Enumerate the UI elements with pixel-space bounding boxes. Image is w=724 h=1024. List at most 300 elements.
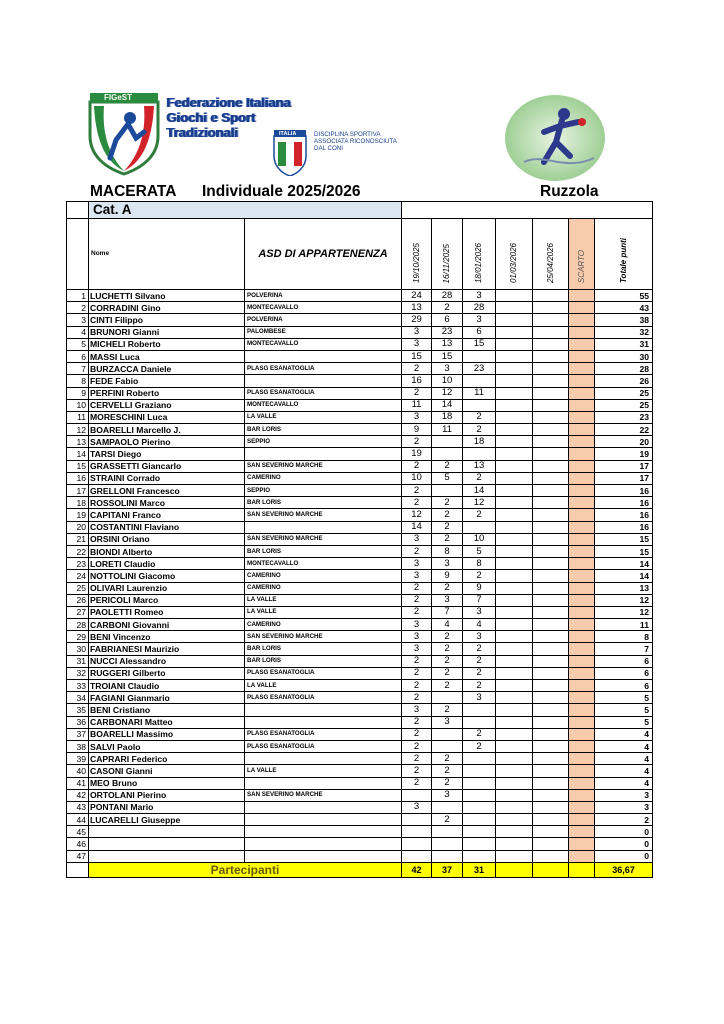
score-date-3 — [463, 850, 496, 862]
table-row — [67, 631, 653, 643]
total-points: 8 — [595, 631, 653, 643]
total-points: 12 — [595, 606, 653, 618]
score-date-3: 3 — [463, 314, 496, 326]
total-points: 3 — [595, 789, 653, 801]
player-name: GRELLONI Francesco — [89, 485, 245, 497]
player-name: PERICOLI Marco — [89, 594, 245, 606]
row-index: 30 — [67, 643, 89, 655]
player-name: CORRADINI Gino — [89, 302, 245, 314]
score-date-1: 24 — [402, 290, 432, 302]
coni-line-2: ASSOCIATA RICONOSCIUTA — [314, 138, 397, 145]
score-date-1: 3 — [402, 326, 432, 338]
player-name: TROIANI Claudio — [89, 680, 245, 692]
player-name: CAPRARI Federico — [89, 753, 245, 765]
row-index: 7 — [67, 363, 89, 375]
score-date-2: 11 — [432, 424, 463, 436]
scarto-cell — [569, 704, 595, 716]
score-date-5 — [533, 643, 569, 655]
score-date-4 — [496, 314, 533, 326]
score-date-1: 3 — [402, 631, 432, 643]
date-3-label: 18/01/2026 — [474, 242, 483, 283]
header-date-1 — [402, 219, 432, 290]
score-date-4 — [496, 728, 533, 740]
player-name — [89, 838, 245, 850]
score-date-4 — [496, 643, 533, 655]
total-points: 6 — [595, 667, 653, 679]
scarto-cell — [569, 838, 595, 850]
score-date-5 — [533, 667, 569, 679]
title-city: MACERATA — [90, 183, 177, 200]
score-date-3: 2 — [463, 411, 496, 423]
total-points: 15 — [595, 533, 653, 545]
score-date-5 — [533, 753, 569, 765]
score-date-5 — [533, 850, 569, 862]
score-date-4 — [496, 631, 533, 643]
score-date-5 — [533, 485, 569, 497]
row-index: 38 — [67, 740, 89, 752]
table-row — [67, 740, 653, 752]
federation-line-1: Federazione Italiana — [166, 95, 291, 110]
score-date-2: 13 — [432, 338, 463, 350]
score-date-4 — [496, 436, 533, 448]
player-club: MONTECAVALLO — [245, 399, 402, 411]
scarto-cell — [569, 801, 595, 813]
player-club: MONTECAVALLO — [245, 558, 402, 570]
total-points: 16 — [595, 509, 653, 521]
score-date-5 — [533, 533, 569, 545]
player-name: ROSSOLINI Marco — [89, 497, 245, 509]
score-date-2 — [432, 740, 463, 752]
score-date-2 — [432, 826, 463, 838]
score-date-3 — [463, 704, 496, 716]
total-points: 0 — [595, 850, 653, 862]
player-name: SALVI Paolo — [89, 740, 245, 752]
player-name — [89, 826, 245, 838]
player-name: LORETI Claudio — [89, 558, 245, 570]
total-points: 4 — [595, 728, 653, 740]
score-date-3 — [463, 753, 496, 765]
participants-date-3: 31 — [463, 862, 496, 877]
score-date-1: 15 — [402, 350, 432, 362]
row-index: 24 — [67, 570, 89, 582]
table-row — [67, 704, 653, 716]
row-index: 16 — [67, 472, 89, 484]
table-row — [67, 619, 653, 631]
category-row — [67, 202, 653, 219]
total-points: 28 — [595, 363, 653, 375]
scarto-cell — [569, 436, 595, 448]
total-points: 5 — [595, 704, 653, 716]
score-date-3: 3 — [463, 631, 496, 643]
table-row — [67, 411, 653, 423]
date-1-label: 19/10/2025 — [411, 242, 421, 283]
header-index — [67, 219, 89, 290]
player-name: STRAINI Corrado — [89, 472, 245, 484]
row-index: 45 — [67, 826, 89, 838]
score-date-4 — [496, 411, 533, 423]
score-date-1: 3 — [402, 704, 432, 716]
total-points: 7 — [595, 643, 653, 655]
table-row — [67, 728, 653, 740]
score-date-2: 15 — [432, 350, 463, 362]
score-date-5 — [533, 363, 569, 375]
score-date-1: 3 — [402, 643, 432, 655]
table-row — [67, 680, 653, 692]
score-date-4 — [496, 704, 533, 716]
table-row — [67, 692, 653, 704]
scarto-cell — [569, 411, 595, 423]
player-club — [245, 814, 402, 826]
score-date-3: 2 — [463, 643, 496, 655]
scarto-cell — [569, 472, 595, 484]
player-club: SAN SEVERINO MARCHE — [245, 789, 402, 801]
score-date-4 — [496, 302, 533, 314]
player-club — [245, 521, 402, 533]
player-name: LUCARELLI Giuseppe — [89, 814, 245, 826]
scarto-cell — [569, 570, 595, 582]
player-name: MORESCHINI Luca — [89, 411, 245, 423]
score-date-5 — [533, 692, 569, 704]
score-date-1: 2 — [402, 753, 432, 765]
score-date-3 — [463, 801, 496, 813]
score-date-2: 18 — [432, 411, 463, 423]
score-date-3 — [463, 350, 496, 362]
score-date-3: 10 — [463, 533, 496, 545]
player-club: MONTECAVALLO — [245, 338, 402, 350]
score-date-2: 3 — [432, 594, 463, 606]
score-date-2: 2 — [432, 667, 463, 679]
player-club: PALOMBESE — [245, 326, 402, 338]
score-date-3: 7 — [463, 594, 496, 606]
score-date-2 — [432, 436, 463, 448]
scarto-cell — [569, 765, 595, 777]
score-date-1 — [402, 814, 432, 826]
scarto-cell — [569, 716, 595, 728]
score-date-3: 14 — [463, 485, 496, 497]
score-date-4 — [496, 448, 533, 460]
score-date-3: 2 — [463, 655, 496, 667]
score-date-5 — [533, 680, 569, 692]
score-date-4 — [496, 765, 533, 777]
score-date-2: 2 — [432, 680, 463, 692]
score-date-1: 16 — [402, 375, 432, 387]
score-date-5 — [533, 728, 569, 740]
total-points: 14 — [595, 558, 653, 570]
date-4-label: 01/03/2026 — [509, 242, 518, 283]
player-name: FABRIANESI Maurizio — [89, 643, 245, 655]
scarto-cell — [569, 814, 595, 826]
score-date-2: 2 — [432, 533, 463, 545]
scarto-cell — [569, 558, 595, 570]
scarto-cell — [569, 302, 595, 314]
score-date-4 — [496, 326, 533, 338]
score-date-5 — [533, 314, 569, 326]
player-club — [245, 448, 402, 460]
score-date-1: 2 — [402, 497, 432, 509]
player-name: MEO Bruno — [89, 777, 245, 789]
table-row — [67, 497, 653, 509]
total-points: 13 — [595, 582, 653, 594]
score-date-2 — [432, 850, 463, 862]
title-sport: Ruzzola — [540, 183, 599, 200]
score-date-5 — [533, 509, 569, 521]
total-points: 12 — [595, 594, 653, 606]
player-name: PONTANI Mario — [89, 801, 245, 813]
ruzzola-player-logo — [504, 92, 606, 182]
score-date-4 — [496, 350, 533, 362]
table-row — [67, 667, 653, 679]
score-date-3: 2 — [463, 570, 496, 582]
score-date-1: 2 — [402, 363, 432, 375]
score-date-2: 5 — [432, 472, 463, 484]
player-club: CAMERINO — [245, 619, 402, 631]
score-date-4 — [496, 789, 533, 801]
score-date-5 — [533, 655, 569, 667]
score-date-5 — [533, 826, 569, 838]
category-filler — [402, 202, 653, 219]
table-row — [67, 387, 653, 399]
player-name: SAMPAOLO Pierino — [89, 436, 245, 448]
player-club: MONTECAVALLO — [245, 302, 402, 314]
player-club: POLVERINA — [245, 290, 402, 302]
player-club: PLASG ESANATOGLIA — [245, 363, 402, 375]
score-date-4 — [496, 509, 533, 521]
participants-date-2: 37 — [432, 862, 463, 877]
row-index: 4 — [67, 326, 89, 338]
player-club — [245, 375, 402, 387]
score-date-5 — [533, 497, 569, 509]
table-row — [67, 594, 653, 606]
score-date-4 — [496, 619, 533, 631]
table-row — [67, 582, 653, 594]
score-date-1: 2 — [402, 460, 432, 472]
player-club — [245, 777, 402, 789]
score-date-5 — [533, 619, 569, 631]
player-club: PLASG ESANATOGLIA — [245, 387, 402, 399]
scarto-cell — [569, 448, 595, 460]
header-date-5 — [533, 219, 569, 290]
score-date-4 — [496, 485, 533, 497]
score-date-5 — [533, 460, 569, 472]
score-date-3: 2 — [463, 667, 496, 679]
scarto-cell — [569, 606, 595, 618]
score-date-1: 2 — [402, 667, 432, 679]
score-date-1: 12 — [402, 509, 432, 521]
score-date-5 — [533, 472, 569, 484]
table-row — [67, 558, 653, 570]
total-points: 25 — [595, 399, 653, 411]
score-date-5 — [533, 606, 569, 618]
table-row — [67, 838, 653, 850]
scarto-cell — [569, 326, 595, 338]
player-club: CAMERINO — [245, 582, 402, 594]
title-competition: Individuale 2025/2026 — [202, 183, 361, 200]
player-club: BAR LORIS — [245, 655, 402, 667]
score-date-5 — [533, 716, 569, 728]
score-date-5 — [533, 448, 569, 460]
scarto-cell — [569, 643, 595, 655]
score-date-1: 11 — [402, 399, 432, 411]
score-date-3 — [463, 838, 496, 850]
row-index: 15 — [67, 460, 89, 472]
score-date-3: 2 — [463, 680, 496, 692]
score-date-2: 2 — [432, 777, 463, 789]
player-name: CASONI Gianni — [89, 765, 245, 777]
row-index: 1 — [67, 290, 89, 302]
score-date-5 — [533, 521, 569, 533]
header-date-2 — [432, 219, 463, 290]
player-club: CAMERINO — [245, 472, 402, 484]
scarto-cell — [569, 460, 595, 472]
player-club: BAR LORIS — [245, 545, 402, 557]
score-date-5 — [533, 424, 569, 436]
date-5-label: 25/04/2026 — [545, 242, 555, 283]
federation-line-2: Giochi e Sport — [166, 110, 255, 125]
score-date-2: 2 — [432, 497, 463, 509]
row-index: 29 — [67, 631, 89, 643]
player-club — [245, 704, 402, 716]
score-date-2: 3 — [432, 716, 463, 728]
header-name: Nome — [89, 219, 245, 290]
player-name: PERFINI Roberto — [89, 387, 245, 399]
score-date-4 — [496, 655, 533, 667]
total-points: 3 — [595, 801, 653, 813]
score-date-2: 23 — [432, 326, 463, 338]
score-date-5 — [533, 375, 569, 387]
table-row — [67, 399, 653, 411]
row-index: 47 — [67, 850, 89, 862]
player-name: CINTI Filippo — [89, 314, 245, 326]
score-date-2: 28 — [432, 290, 463, 302]
participants-date-4 — [496, 862, 533, 877]
scarto-cell — [569, 533, 595, 545]
score-date-4 — [496, 290, 533, 302]
scarto-cell — [569, 777, 595, 789]
score-date-4 — [496, 497, 533, 509]
row-index: 41 — [67, 777, 89, 789]
score-date-1: 3 — [402, 411, 432, 423]
table-row — [67, 655, 653, 667]
score-date-2: 2 — [432, 302, 463, 314]
score-date-2 — [432, 692, 463, 704]
score-date-1: 19 — [402, 448, 432, 460]
score-date-5 — [533, 350, 569, 362]
row-index: 34 — [67, 692, 89, 704]
player-name: BURZACCA Daniele — [89, 363, 245, 375]
score-date-4 — [496, 582, 533, 594]
row-index: 17 — [67, 485, 89, 497]
score-date-1: 9 — [402, 424, 432, 436]
player-club — [245, 826, 402, 838]
row-index: 37 — [67, 728, 89, 740]
player-name: NOTTOLINI Giacomo — [89, 570, 245, 582]
score-date-2: 8 — [432, 545, 463, 557]
score-date-4 — [496, 424, 533, 436]
score-date-1: 3 — [402, 619, 432, 631]
score-date-1: 2 — [402, 594, 432, 606]
scarto-cell — [569, 740, 595, 752]
date-2-label: 16/11/2025 — [442, 243, 451, 283]
scarto-cell — [569, 850, 595, 862]
scarto-cell — [569, 826, 595, 838]
score-date-5 — [533, 814, 569, 826]
table-row — [67, 814, 653, 826]
scarto-cell — [569, 667, 595, 679]
total-points: 4 — [595, 740, 653, 752]
player-club: PLASG ESANATOGLIA — [245, 740, 402, 752]
table-row — [67, 753, 653, 765]
score-date-3 — [463, 765, 496, 777]
table-row — [67, 789, 653, 801]
score-date-4 — [496, 338, 533, 350]
score-date-3: 8 — [463, 558, 496, 570]
player-name: BENI Vincenzo — [89, 631, 245, 643]
player-name: COSTANTINI Flaviano — [89, 521, 245, 533]
score-date-3: 2 — [463, 509, 496, 521]
score-date-2: 3 — [432, 558, 463, 570]
total-points: 22 — [595, 424, 653, 436]
scarto-cell — [569, 424, 595, 436]
player-club: SEPPIO — [245, 485, 402, 497]
table-row — [67, 436, 653, 448]
table-row — [67, 472, 653, 484]
total-points: 0 — [595, 838, 653, 850]
score-date-2: 3 — [432, 789, 463, 801]
score-date-3: 4 — [463, 619, 496, 631]
row-index: 31 — [67, 655, 89, 667]
total-label: Totale punti — [618, 237, 628, 283]
total-points: 30 — [595, 350, 653, 362]
score-date-2: 2 — [432, 631, 463, 643]
scarto-cell — [569, 290, 595, 302]
score-date-4 — [496, 716, 533, 728]
score-date-2: 6 — [432, 314, 463, 326]
row-index: 40 — [67, 765, 89, 777]
participants-scarto — [569, 862, 595, 877]
score-date-3 — [463, 448, 496, 460]
player-name: GRASSETTI Giancarlo — [89, 460, 245, 472]
score-date-3 — [463, 375, 496, 387]
score-date-1: 2 — [402, 728, 432, 740]
total-points: 16 — [595, 521, 653, 533]
player-name: CAPITANI Franco — [89, 509, 245, 521]
player-club: LA VALLE — [245, 594, 402, 606]
table-row — [67, 338, 653, 350]
score-date-5 — [533, 838, 569, 850]
score-date-1: 2 — [402, 655, 432, 667]
score-date-4 — [496, 753, 533, 765]
scarto-cell — [569, 399, 595, 411]
score-date-1: 2 — [402, 765, 432, 777]
score-date-4 — [496, 777, 533, 789]
total-points: 38 — [595, 314, 653, 326]
score-date-5 — [533, 411, 569, 423]
player-club: BAR LORIS — [245, 497, 402, 509]
total-points: 14 — [595, 570, 653, 582]
table-row — [67, 448, 653, 460]
figest-logo — [86, 92, 162, 176]
score-date-1: 13 — [402, 302, 432, 314]
score-date-3: 15 — [463, 338, 496, 350]
italia-label: ITALIA — [279, 131, 297, 137]
score-date-5 — [533, 338, 569, 350]
scarto-cell — [569, 375, 595, 387]
table-row — [67, 460, 653, 472]
score-date-5 — [533, 570, 569, 582]
score-date-5 — [533, 740, 569, 752]
score-date-3: 2 — [463, 472, 496, 484]
player-club: PLASG ESANATOGLIA — [245, 728, 402, 740]
